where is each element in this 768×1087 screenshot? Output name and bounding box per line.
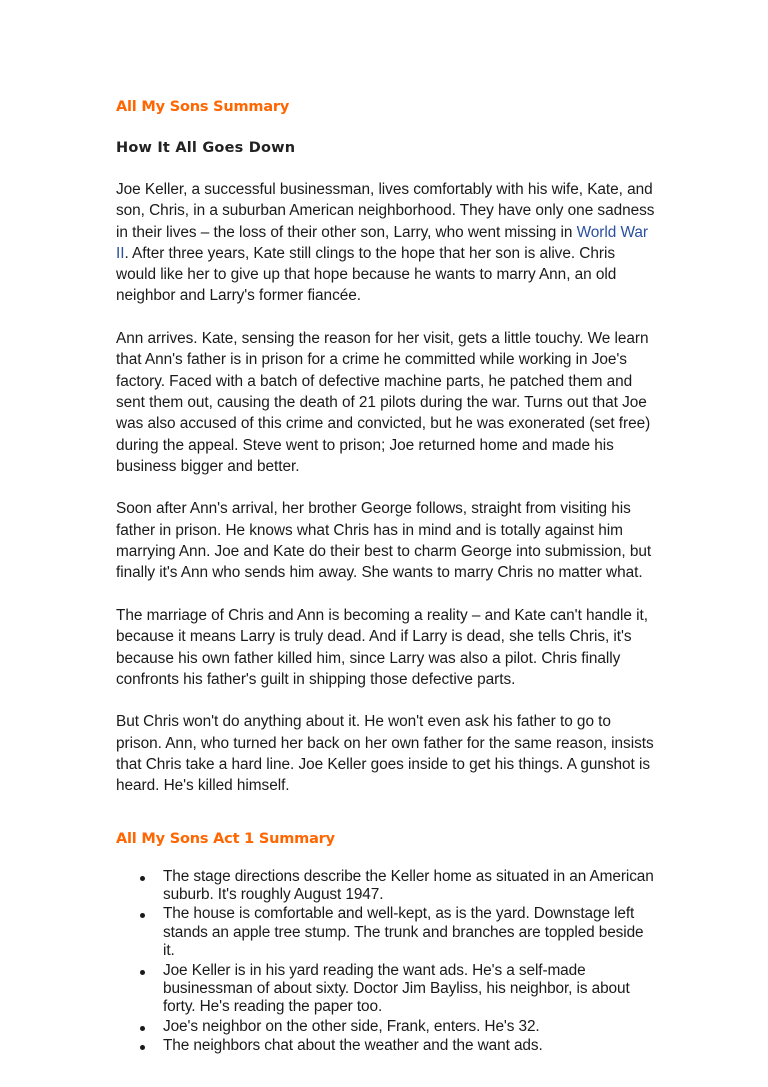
bullet-dot-icon xyxy=(140,970,145,975)
document-page xyxy=(116,97,656,1057)
act1-bullet-list xyxy=(116,868,656,1056)
act1-bullet-item xyxy=(116,1037,656,1055)
act1-bullet-item xyxy=(116,1018,656,1036)
world-war-ii-link[interactable]: World War II xyxy=(116,223,648,262)
summary-paragraph-2: Ann arrives. Kate, sensing the reason for her visit, gets a little touchy. We learn that Ann's father is in prison for a crime he committed while working in Joe's factory. Faced with a batch of defective machine parts, he patched them and sent them out, causing the death of 21 pilots during the war. Turns out that Joe was also accused of this crime and convicted, but he was exonerated (set free) during the appeal. Steve went to prison; Joe returned home and made his business bigger and better. xyxy=(116,330,651,475)
summary-paragraph-3: Soon after Ann's arrival, her brother George follows, straight from visiting his father in prison. He knows what Chris has in mind and is totally against him marrying Ann. Joe and Kate do their best to charm George into submission, but finally it's Ann who sends him away. She wants to marry Chris no matter what. xyxy=(116,500,652,582)
bullet-dot-icon xyxy=(140,876,145,881)
act1-bullet-item xyxy=(116,962,656,1017)
bullet-dot-icon xyxy=(140,1026,145,1031)
act1-bullet-text: Joe's neighbor on the other side, Frank, enters. He's 32. xyxy=(163,1017,540,1035)
act1-bullet-text: The stage directions describe the Keller home as situated in an American suburb. It's roughly August 1947. xyxy=(163,867,654,904)
summary-subheading: How It All Goes Down xyxy=(116,140,296,156)
summary-paragraph-5: But Chris won't do anything about it. He won't even ask his father to go to prison. Ann, who turned her back on her own father for the same reason, insists that Chris take a hard line. Joe Keller goes inside to get his things. A gunshot is heard. He's killed himself. xyxy=(116,713,654,795)
summary-paragraph-4: The marriage of Chris and Ann is becoming a reality – and Kate can't handle it, because it means Larry is truly dead. And if Larry is dead, she tells Chris, it's because his own father killed him, since Larry was also a pilot. Chris finally confronts his father's guilt in shipping those defective parts. xyxy=(116,606,648,688)
paragraph-1-text-end: . After three years, Kate still clings to the hope that her son is alive. Chris would like her to give up that hope because he wants to marry Ann, an old neighbor and Larry's former fiancée. xyxy=(116,244,617,305)
act1-bullet-item xyxy=(116,905,656,960)
act1-bullet-item xyxy=(116,868,656,905)
summary-paragraph-1 xyxy=(116,179,656,307)
act1-bullet-text: The house is comfortable and well-kept, as is the yard. Downstage left stands an apple tree stump. The trunk and branches are toppled beside it. xyxy=(163,905,644,960)
act1-bullet-text: The neighbors chat about the weather and the want ads. xyxy=(163,1037,543,1055)
summary-heading: All My Sons Summary xyxy=(116,99,290,115)
bullet-dot-icon xyxy=(140,913,145,918)
act1-heading: All My Sons Act 1 Summary xyxy=(116,830,335,847)
paragraph-1-text-start: Joe Keller, a successful businessman, lives comfortably with his wife, Kate, and son, Chris, in a suburban American neighborhood. They have only one sadness in their lives – the loss of their other son, Larry, who went missing in xyxy=(116,181,655,241)
bullet-dot-icon xyxy=(140,1045,145,1050)
act1-bullet-text: Joe Keller is in his yard reading the want ads. He's a self-made businessman of about sixty. Doctor Jim Bayliss, his neighbor, is about forty. He's reading the paper too. xyxy=(163,961,630,1016)
